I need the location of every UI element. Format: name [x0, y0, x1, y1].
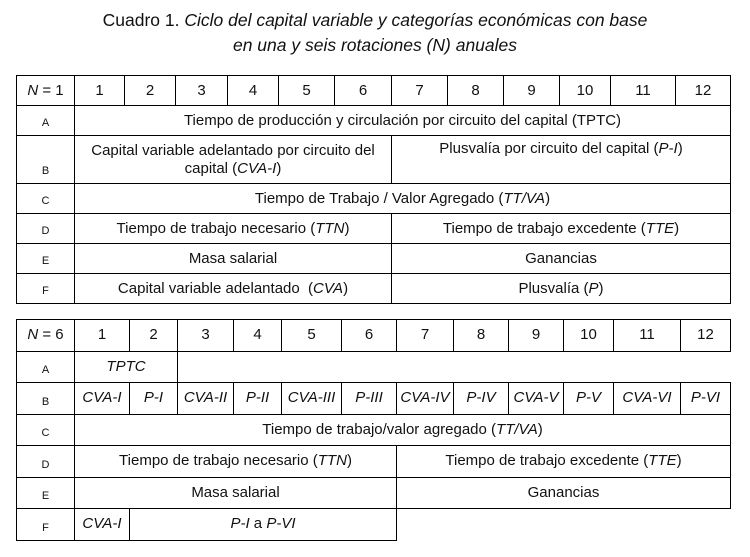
- column-header: 10: [560, 76, 611, 106]
- cell-symbol: TT/VA: [496, 420, 538, 438]
- plusvalia-range-cell: [130, 509, 397, 541]
- n-header-cell: [17, 320, 75, 352]
- column-header: 7: [392, 76, 448, 106]
- plusvalia-total-cell: [392, 274, 731, 304]
- cell-text: ): [343, 279, 349, 297]
- cell-text: Tiempo de trabajo necesario (: [119, 452, 318, 470]
- table-row-c: [17, 184, 731, 214]
- caption-prefix: Cuadro 1.: [102, 10, 180, 30]
- column-header: 7: [397, 320, 454, 352]
- cell-text: ): [598, 279, 604, 297]
- masa-salarial-cell: Masa salarial: [75, 477, 397, 509]
- cell-symbol: TTE: [645, 219, 675, 237]
- cell-symbol: CVA: [313, 279, 344, 297]
- row-label: D: [17, 446, 75, 478]
- column-header: 11: [611, 76, 676, 106]
- column-header: 11: [614, 320, 681, 352]
- caption-title-line-2: en una y seis rotaciones (N) anuales: [232, 35, 518, 55]
- table-row-c: [17, 414, 731, 446]
- table-row-d: [17, 446, 731, 478]
- cva-total-cell: [75, 274, 392, 304]
- header-row: [17, 76, 731, 106]
- rotation-cell: CVA-IV: [397, 383, 454, 415]
- cell-text: Tiempo de trabajo necesario (: [116, 219, 316, 237]
- cell-symbol: TTN: [315, 219, 345, 237]
- ttva-cell: [75, 184, 731, 214]
- rotation-cell: P-IV: [454, 383, 509, 415]
- cell-text: Capital variable adelantado por circuito del capital (: [91, 141, 375, 177]
- cva-cell: [75, 136, 392, 184]
- column-header: 12: [676, 76, 731, 106]
- table-row-a: [17, 351, 731, 383]
- ganancias-cell: Ganancias: [397, 477, 731, 509]
- column-header: 12: [681, 320, 731, 352]
- column-header: 8: [454, 320, 509, 352]
- table-row-f: [17, 509, 731, 541]
- cell-text: Plusvalía por circuito del capital (: [439, 140, 659, 157]
- column-header: 9: [509, 320, 564, 352]
- cell-text: Tiempo de trabajo excedente (: [442, 219, 646, 237]
- plusvalia-cell: [392, 136, 731, 184]
- n-value: = 1: [38, 81, 64, 99]
- column-header: 8: [448, 76, 504, 106]
- row-label: F: [17, 274, 75, 304]
- tptc-cell: TPTC: [75, 351, 178, 383]
- ttn-cell: [75, 214, 392, 244]
- empty-cell: [178, 351, 731, 383]
- row-label: C: [17, 184, 75, 214]
- column-header: 3: [178, 320, 234, 352]
- row-label: E: [17, 244, 75, 274]
- ganancias-cell: Ganancias: [392, 244, 731, 274]
- cell-text: ): [545, 189, 551, 207]
- masa-salarial-cell: Masa salarial: [75, 244, 392, 274]
- row-label: D: [17, 214, 75, 244]
- rotation-cell: CVA-VI: [614, 383, 681, 415]
- tptc-cell: Tiempo de producción y circulación por circuito del capital (TPTC): [75, 106, 731, 136]
- cva-i-cell: CVA-I: [75, 509, 130, 541]
- row-label: B: [17, 136, 75, 184]
- table-row-e: [17, 244, 731, 274]
- cell-symbol: P-I: [658, 140, 678, 157]
- row-label: B: [17, 383, 75, 415]
- cell-symbol: P-I: [230, 515, 250, 533]
- cell-symbol: CVA-I: [237, 159, 277, 177]
- tte-cell: [397, 446, 731, 478]
- rotation-cell: CVA-I: [75, 383, 130, 415]
- rotation-cell: P-I: [130, 383, 178, 415]
- tte-cell: [392, 214, 731, 244]
- column-header: 1: [75, 320, 130, 352]
- table-row-e: [17, 477, 731, 509]
- rotation-cell: CVA-III: [282, 383, 342, 415]
- n-value: = 6: [38, 326, 64, 344]
- cell-text: ): [674, 219, 680, 237]
- cell-symbol: P: [588, 279, 599, 297]
- column-header: 6: [342, 320, 397, 352]
- column-header: 6: [335, 76, 392, 106]
- rotation-cell: P-III: [342, 383, 397, 415]
- rotation-cell: P-II: [234, 383, 282, 415]
- cell-text: ): [344, 219, 350, 237]
- table-n1: [16, 75, 731, 304]
- column-header: 2: [130, 320, 178, 352]
- cell-text: Tiempo de trabajo excedente (: [445, 452, 649, 470]
- row-label: A: [17, 351, 75, 383]
- cell-text: ): [276, 159, 282, 177]
- rotation-cell: P-V: [564, 383, 614, 415]
- rotation-cell: P-VI: [681, 383, 731, 415]
- cell-text: ): [676, 452, 682, 470]
- cell-text: ): [677, 140, 683, 157]
- column-header: 2: [125, 76, 176, 106]
- column-header: 9: [504, 76, 560, 106]
- cell-text: Capital variable adelantado (: [117, 279, 314, 297]
- row-label: E: [17, 477, 75, 509]
- ttva-cell: [75, 414, 731, 446]
- cell-text: Tiempo de trabajo/valor agregado (: [262, 420, 497, 438]
- column-header: 1: [75, 76, 125, 106]
- column-header: 4: [228, 76, 279, 106]
- table-caption: [0, 8, 750, 58]
- cell-text: Plusvalía (: [518, 279, 589, 297]
- cell-text: Tiempo de Trabajo / Valor Agregado (: [254, 189, 504, 207]
- column-header: 3: [176, 76, 228, 106]
- caption-title-line-1: Ciclo del capital variable y categorías económicas con base: [184, 10, 648, 30]
- table-row-f: [17, 274, 731, 304]
- header-row: [17, 320, 731, 352]
- cell-symbol: TTN: [317, 452, 347, 470]
- row-label: C: [17, 414, 75, 446]
- n-symbol: N: [27, 326, 39, 344]
- n-header-cell: [17, 76, 75, 106]
- column-header: 4: [234, 320, 282, 352]
- column-header: 5: [279, 76, 335, 106]
- row-label: A: [17, 106, 75, 136]
- column-header: 5: [282, 320, 342, 352]
- table-row-b: [17, 383, 731, 415]
- table-n6: [16, 319, 731, 541]
- empty-cell: [397, 509, 731, 541]
- column-header: 10: [564, 320, 614, 352]
- table-row-b: [17, 136, 731, 184]
- row-label: F: [17, 509, 75, 541]
- table-row-d: [17, 214, 731, 244]
- ttn-cell: [75, 446, 397, 478]
- cell-symbol: P-VI: [266, 515, 296, 533]
- cell-text: ): [346, 452, 352, 470]
- n-symbol: N: [27, 81, 39, 99]
- caption-line-1: [0, 8, 750, 33]
- table-row-a: [17, 106, 731, 136]
- cell-text: a: [249, 515, 267, 533]
- cell-text: ): [537, 420, 543, 438]
- cell-symbol: TT/VA: [503, 189, 546, 207]
- cell-symbol: TTE: [648, 452, 677, 470]
- rotation-cell: CVA-V: [509, 383, 564, 415]
- rotation-cell: CVA-II: [178, 383, 234, 415]
